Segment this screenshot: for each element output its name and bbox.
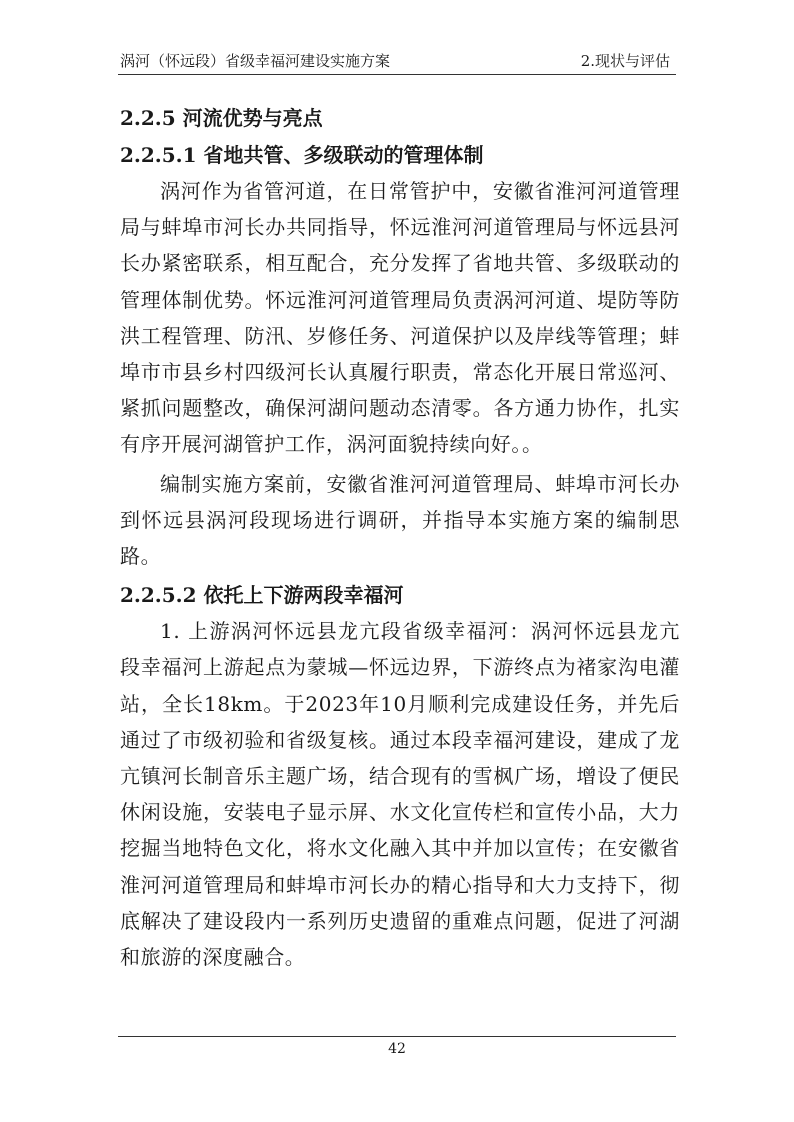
paragraph-upstream-longkang: 1. 上游涡河怀远县龙亢段省级幸福河：涡河怀远县龙亢段幸福河上游起点为蒙城—怀远边界，下游终点为褚家沟电灌站，全长18km。于2023年10月顺利完成建设任务，并先后通过了市级初验和省级复核。通过本段幸福河建设，建成了龙亢镇河长制音乐主题广场，结合现有的雪枫广场，增设了便民休闲设施，安装电子显示屏、水文化宣传栏和宣传小品，大力挖掘当地特色文化，将水文化融入其中并加以宣传；在安徽省淮河河道管理局和蚌埠市河长办的精心指导和大力支持下，彻底解决了建设段内一系列历史遗留的重难点问题，促进了河湖和旅游的深度融合。	[120, 619, 680, 970]
page-content	[120, 100, 680, 975]
page-header	[118, 50, 676, 75]
page-number: 42	[388, 1041, 406, 1057]
section-heading-2-2-5-1: 2.2.5.1 省地共管、多级联动的管理体制	[120, 143, 484, 167]
document-title: 涡河（怀远段）省级幸福河建设实施方案	[120, 52, 391, 70]
section-heading-2-2-5-2: 2.2.5.2 依托上下游两段幸福河	[120, 583, 404, 608]
chapter-label: 2.现状与评估	[580, 52, 670, 70]
paragraph-survey: 编制实施方案前，安徽省淮河河道管理局、蚌埠市河长办到怀远县涡河段现场进行调研，并指导本实施方案的编制思路。	[120, 471, 680, 569]
paragraph-management-system: 涡河作为省管河道，在日常管护中，安徽省淮河河道管理局与蚌埠市河长办共同指导，怀远淮河河道管理局与怀远县河长办紧密联系，相互配合，充分发挥了省地共管、多级联动的管理体制优势。怀远淮河河道管理局负责涡河河道、堤防等防洪工程管理、防汛、岁修任务、河道保护以及岸线等管理；蚌埠市市县乡村四级河长认真履行职责，常态化开展日常巡河、紧抓问题整改，确保河湖问题动态清零。各方通力协作，扎实有序开展河湖管护工作，涡河面貌持续向好。。	[120, 179, 680, 457]
section-heading-2-2-5: 2.2.5 河流优势与亮点	[120, 106, 323, 130]
footer-rule	[118, 1036, 676, 1037]
